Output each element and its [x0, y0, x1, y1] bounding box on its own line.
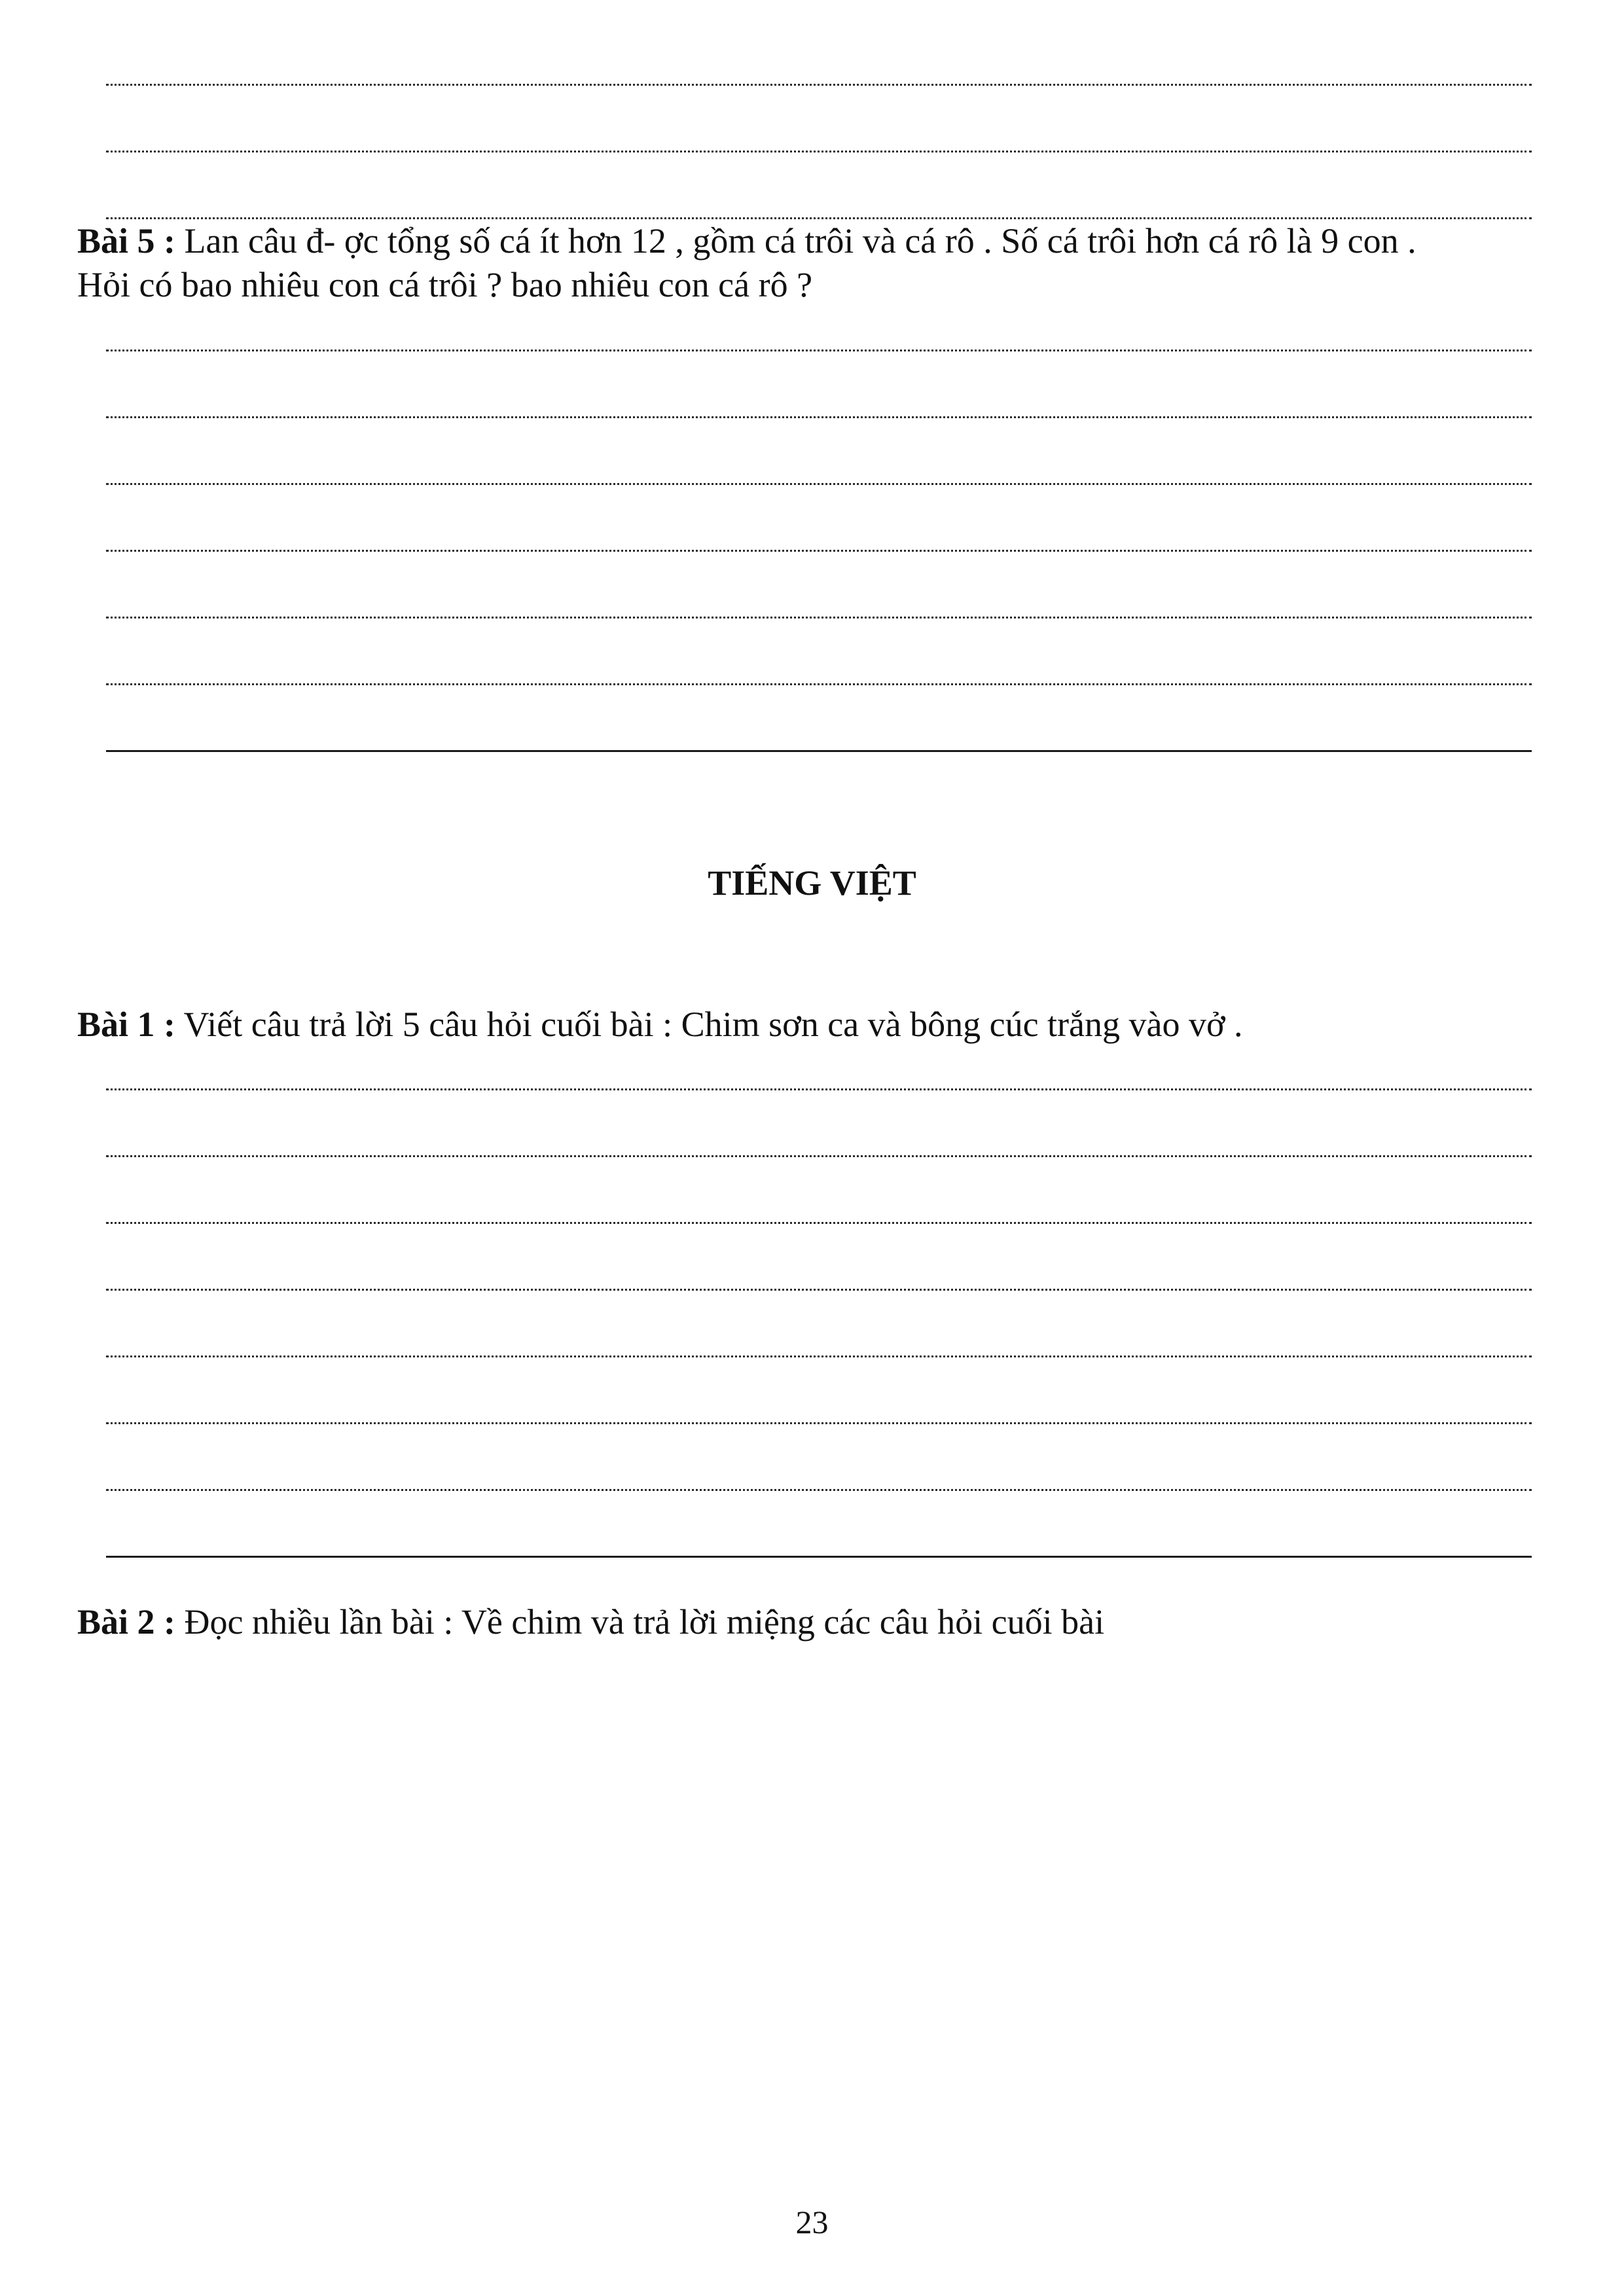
answer-line: [106, 84, 1532, 86]
answer-line: [106, 550, 1532, 552]
bai2-question: Đọc nhiều lần bài : Về chim và trả lời miệng các câu hỏi cuối bài: [184, 1602, 1105, 1641]
bai1-label: Bài 1 :: [77, 1005, 176, 1044]
bai5-line2: [77, 263, 812, 306]
bai2-label: Bài 2 :: [77, 1602, 176, 1641]
answer-line: [106, 617, 1532, 619]
bai5-question-part2: Hỏi có bao nhiêu con cá trôi ? bao nhiêu con cá rô ?: [77, 265, 813, 304]
answer-line: [106, 151, 1532, 152]
answer-line: [106, 1088, 1532, 1090]
answer-line: [106, 1556, 1532, 1558]
section-heading: TIẾNG VIỆT: [708, 863, 916, 903]
answer-line: [106, 683, 1532, 685]
answer-line: [106, 483, 1532, 485]
answer-line: [106, 1355, 1532, 1357]
bai5-question-part1: Lan câu đ- ợc tổng số cá ít hơn 12 , gồm cá trôi và cá rô . Số cá trôi hơn cá rô là 9 con .: [184, 221, 1416, 260]
answer-line: [106, 1222, 1532, 1224]
bai1-question: Viết câu trả lời 5 câu hỏi cuối bài : Chim sơn ca và bông cúc trắng vào vở .: [183, 1005, 1243, 1044]
answer-line: [106, 750, 1532, 752]
answer-line: [106, 1155, 1532, 1157]
answer-line: [106, 1489, 1532, 1491]
bai5-line1: [77, 219, 1416, 262]
answer-line: [106, 350, 1532, 351]
bai2-line: [77, 1600, 1104, 1643]
answer-line: [106, 416, 1532, 418]
bai1-line: [77, 1003, 1243, 1046]
page-number: 23: [795, 2204, 829, 2240]
bai5-label: Bài 5 :: [77, 221, 176, 260]
answer-line: [106, 1422, 1532, 1424]
answer-line: [106, 1289, 1532, 1291]
